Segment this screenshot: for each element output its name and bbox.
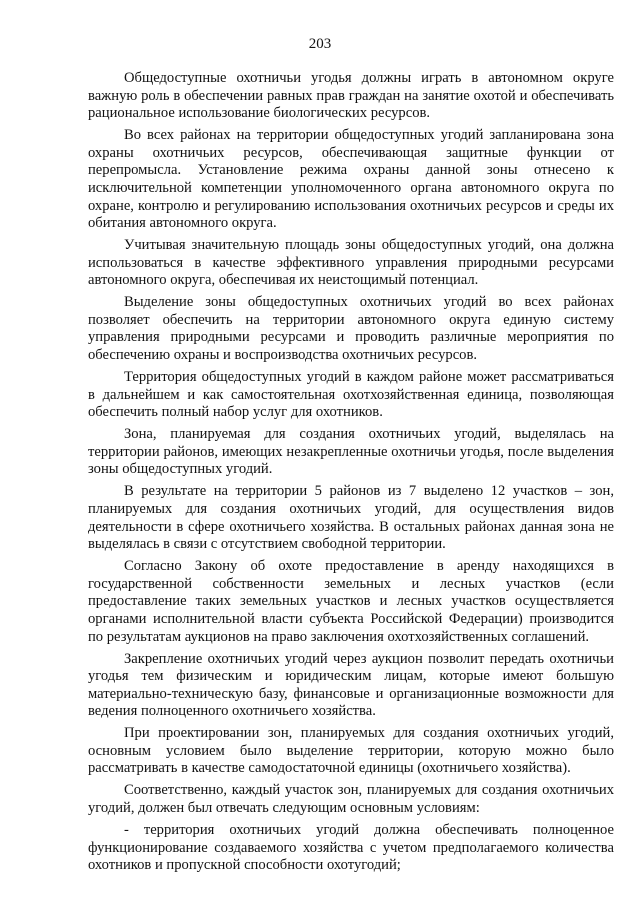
document-body bbox=[88, 70, 614, 879]
paragraph-9: Закрепление охотничьих угодий через аукцион позволит передать охотничьи угодья тем физическим и юридическим лицам, которые имеют большую материально-техническую базу, финансовые и организационные возможности для ведения полноценного охотничьего хозяйства. bbox=[88, 650, 614, 720]
list-item-territory: - территория охотничьих угодий должна обеспечивать полноценное функционирование создаваемого хозяйства с учетом предполагаемого количества охотников и пропускной способности охотугодий; bbox=[88, 822, 614, 874]
paragraph-11: Соответственно, каждый участок зон, планируемых для создания охотничьих угодий, должен был отвечать следующим основным условиям: bbox=[88, 782, 614, 817]
paragraph-3: Учитывая значительную площадь зоны общедоступных угодий, она должна использоваться в качестве эффективного управления природными ресурсами автономного округа, обеспечивая их неистощимый потенциал. bbox=[88, 237, 614, 289]
paragraph-5: Территория общедоступных угодий в каждом районе может рассматриваться в дальнейшем и как самостоятельная охотхозяйственная единица, позволяющая обеспечить полный набор услуг для охотников. bbox=[88, 369, 614, 421]
page-number: 203 bbox=[308, 36, 332, 52]
paragraph-8: Согласно Закону об охоте предоставление в аренду находящихся в государственной собственности земельных и лесных участков (если предоставление таких земельных участков и лесных участков осуществляется органами исполнительной власти субъекта Российской Федерации) производится по результатам аукционов на право заключения охотхозяйственных соглашений. bbox=[88, 558, 614, 645]
paragraph-7: В результате на территории 5 районов из 7 выделено 12 участков – зон, планируемых для создания охотничьих угодий, для осуществления видов деятельности в сфере охотничьего хозяйства. В остальных районах данная зона не выделялась в связи с отсутствием свободной территории. bbox=[88, 483, 614, 553]
paragraph-1: Общедоступные охотничьи угодья должны играть в автономном округе важную роль в обеспечении равных прав граждан на занятие охотой и обеспечивать рациональное использование биологических ресурсов. bbox=[88, 70, 614, 122]
paragraph-2: Во всех районах на территории общедоступных угодий запланирована зона охраны охотничьих ресурсов, обеспечивающая защитные функции от перепромысла. Установление режима охраны данной зоны отнесено к исключительной компетенции уполномоченного органа автономного округа по охране, контролю и регулированию использования охотничьих ресурсов и среды их обитания автономного округа. bbox=[88, 127, 614, 232]
paragraph-4: Выделение зоны общедоступных охотничьих угодий во всех районах позволяет обеспечить на территории автономного округа единую систему управления природными ресурсами и проводить различные мероприятия по обеспечению охраны и воспроизводства охотничьих ресурсов. bbox=[88, 294, 614, 364]
paragraph-6: Зона, планируемая для создания охотничьих угодий, выделялась на территории районов, имеющих незакрепленные охотничьи угодья, после выделения зоны общедоступных угодий. bbox=[88, 426, 614, 478]
paragraph-10: При проектировании зон, планируемых для создания охотничьих угодий, основным условием было выделение территории, которую можно было рассматривать в качестве самодостаточной единицы (охотничьего хозяйства). bbox=[88, 725, 614, 777]
